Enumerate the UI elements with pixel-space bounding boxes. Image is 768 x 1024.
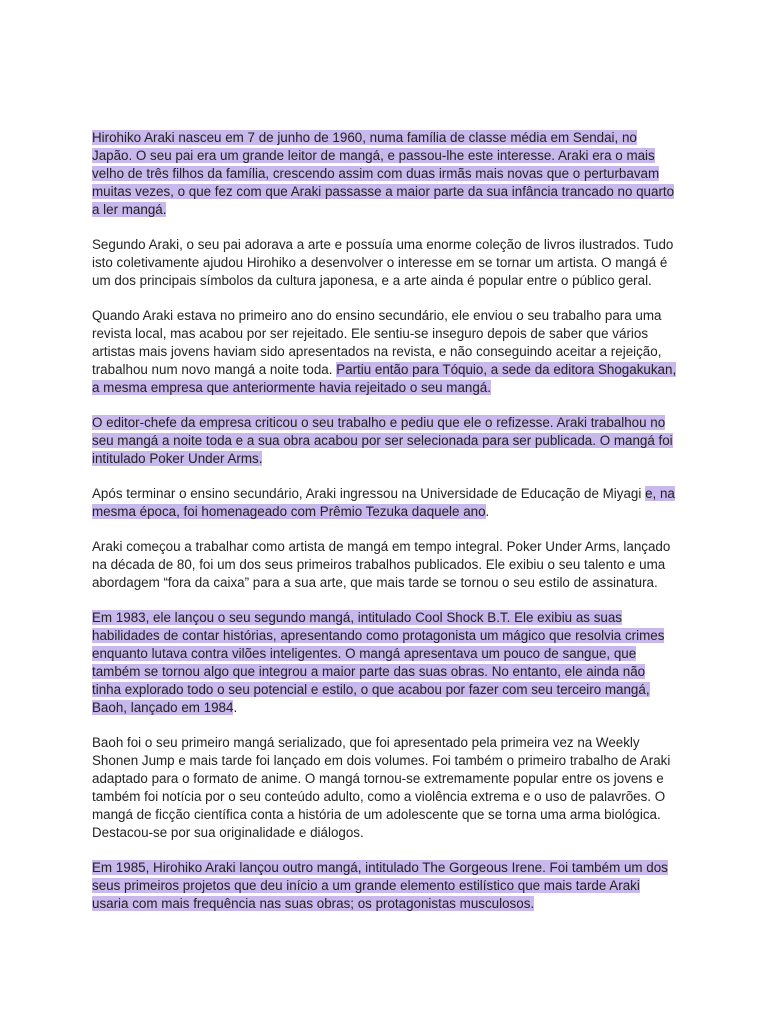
highlighted-text-span: e, na mesma época, foi homenageado com Prêmio Tezuka daquele ano <box>92 486 675 519</box>
paragraph-2 <box>92 236 677 290</box>
text-span: Araki começou a trabalhar como artista de mangá em tempo integral. Poker Under Arms, lançado na década de 80, foi um dos seus primeiros trabalhos publicados. Ele exibiu o seu talento e uma abordagem “fora da caixa” para a sua arte, que mais tarde se tornou o seu estilo de assinatura. <box>92 539 671 590</box>
paragraph-8 <box>92 734 677 842</box>
highlighted-text-span: Partiu então para Tóquio, a sede da editora Shogakukan, a mesma empresa que anteriormente havia rejeitado o seu mangá. <box>92 362 677 395</box>
document-page <box>92 129 677 930</box>
text-span: Hirohiko Araki nasceu em 7 de junho de 1960, numa família de classe média em Sendai, no Japão. O seu pai era um grande leitor de mangá, e passou-lhe este interesse. Araki era o mais velho de três filhos da família, crescendo assim com duas irmãs mais novas que o perturbavam muitas vezes, o que fez com que Araki passasse a maior parte da sua infância trancado no quarto a ler mangá. <box>92 130 675 217</box>
text-span: . <box>485 504 490 519</box>
paragraph-1 <box>92 129 677 219</box>
paragraph-3 <box>92 307 677 397</box>
highlighted-text-span: Em 1985, Hirohiko Araki lançou outro mangá, intitulado The Gorgeous Irene. Foi também um dos seus primeiros projetos que deu início a um grande elemento estilístico que mais tarde Araki usaria com mais frequência nas suas obras; os protagonistas musculosos. <box>92 860 668 911</box>
highlighted-text-span: Em 1983, ele lançou o seu segundo mangá, intitulado Cool Shock B.T. Ele exibiu as suas habilidades de contar histórias, apresentando como protagonista um mágico que resolvia crimes enquanto lutava contra vilões inteligentes. O mangá apresentava um pouco de sangue, que também se tornou algo que integrou a maior parte das suas obras. No entanto, ele ainda não tinha explorado todo o seu potencial e estilo, o que acabou por fazer com seu terceiro mangá, Baoh, lançado em 1984 <box>92 610 665 715</box>
text-span: Quando Araki estava no primeiro ano do ensino secundário, ele enviou o seu trabalho para uma revista local, mas acabou por ser rejeitado. Ele sentiu-se inseguro depois de saber que vários artistas mais jovens haviam sido apresentados na revista, e não conseguindo aceitar a rejeição, trabalhou num novo mangá a noite toda. <box>92 308 662 377</box>
paragraph-4 <box>92 414 677 468</box>
text-span: . <box>233 700 238 715</box>
text-span: Baoh foi o seu primeiro mangá serializado, que foi apresentado pela primeira vez na Weekly Shonen Jump e mais tarde foi lançado em dois volumes. Foi também o primeiro trabalho de Araki adaptado para o formato de anime. O mangá tornou-se extremamente popular entre os jovens e também foi notícia por o seu conteúdo adulto, como a violência extrema e o uso de palavrões. O mangá de ficção científica conta a história de um adolescente que se torna uma arma biológica. Destacou-se por sua originalidade e diálogos. <box>92 735 671 840</box>
paragraph-7 <box>92 609 677 717</box>
text-span: Após terminar o ensino secundário, Araki ingressou na Universidade de Educação de Miyagi <box>92 486 646 501</box>
highlighted-text-span: O editor-chefe da empresa criticou o seu trabalho e pediu que ele o refizesse. Araki trabalhou no seu mangá a noite toda e a sua obra acabou por ser selecionada para ser publicada. O mangá foi intitulado Poker Under Arms. <box>92 415 673 466</box>
paragraph-9 <box>92 859 677 913</box>
paragraph-5 <box>92 485 677 521</box>
paragraph-6 <box>92 538 677 592</box>
text-span: Segundo Araki, o seu pai adorava a arte e possuía uma enorme coleção de livros ilustrados. Tudo isto coletivamente ajudou Hirohiko a desenvolver o interesse em se tornar um artista. O mangá é um dos principais símbolos da cultura japonesa, e a arte ainda é popular entre o público geral. <box>92 237 674 288</box>
